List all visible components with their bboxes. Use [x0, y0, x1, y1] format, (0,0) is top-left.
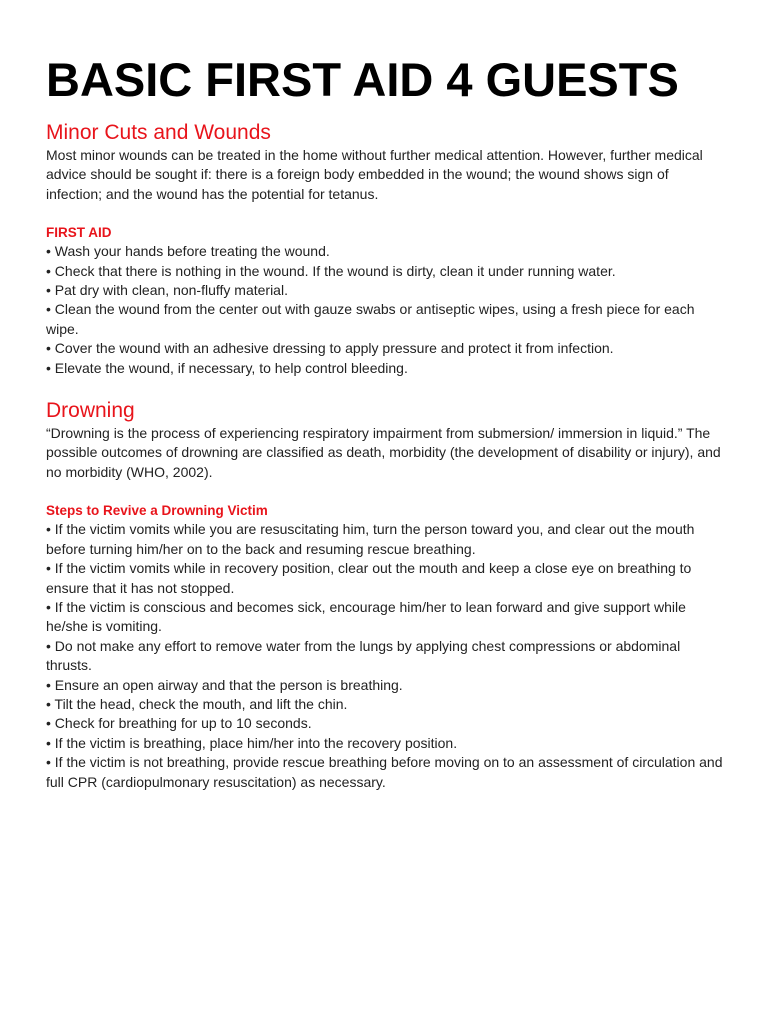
list-item: • Tilt the head, check the mouth, and lift the chin. — [46, 695, 348, 712]
section-heading-drowning: Drowning — [46, 399, 135, 423]
list-item: • Pat dry with clean, non-fluffy material. — [46, 282, 288, 299]
list-item: • Elevate the wound, if necessary, to help control bleeding. — [46, 359, 408, 376]
document-page — [46, 52, 724, 792]
list-item: • Ensure an open airway and that the person is breathing. — [46, 676, 403, 693]
subheading-revive-steps: Steps to Revive a Drowning Victim — [46, 503, 268, 519]
list-item: • Check for breathing for up to 10 seconds. — [46, 715, 312, 732]
list-item: • Wash your hands before treating the wound. — [46, 243, 330, 260]
section-heading-minor-cuts: Minor Cuts and Wounds — [46, 121, 271, 144]
revive-steps-list — [46, 520, 724, 792]
section-intro-drowning: “Drowning is the process of experiencing respiratory impairment from submersion/ immersion in liquid.” The possible outcomes of drowning are classified as death, morbidity (the development of disability or injury), and no morbidity (WHO, 2002). — [46, 425, 721, 480]
section-intro-minor-cuts: Most minor wounds can be treated in the home without further medical attention. However, further medical advice should be sought if: there is a foreign body embedded in the wound; the wound shows sign of infection; and the wound has the potential for tetanus. — [46, 147, 703, 202]
first-aid-list — [46, 242, 724, 378]
list-item: • If the victim is breathing, place him/her into the recovery position. — [46, 734, 458, 751]
list-item: • If the victim is conscious and becomes sick, encourage him/her to lean forward and give support while he/she is vomiting. — [46, 598, 686, 635]
list-item: • If the victim vomits while you are resuscitating him, turn the person toward you, and clear out the mouth before turning him/her on to the back and resuming rescue breathing. — [46, 521, 695, 557]
list-item: • Do not make any effort to remove water from the lungs by applying chest compressions or abdominal thrusts. — [46, 637, 681, 674]
subheading-first-aid: FIRST AID — [46, 225, 112, 241]
list-item: • If the victim is not breathing, provide rescue breathing before moving on to an assessment of circulation and full CPR (cardiopulmonary resuscitation) as necessary. — [46, 754, 723, 790]
list-item: • Clean the wound from the center out with gauze swabs or antiseptic wipes, using a fresh piece for each wipe. — [46, 301, 695, 337]
list-item: • If the victim vomits while in recovery position, clear out the mouth and keep a close eye on breathing to ensure that it has not stopped. — [46, 560, 692, 596]
page-title: BASIC FIRST AID 4 GUESTS — [46, 53, 679, 106]
list-item: • Cover the wound with an adhesive dressing to apply pressure and protect it from infection. — [46, 340, 614, 357]
list-item: • Check that there is nothing in the wound. If the wound is dirty, clean it under running water. — [46, 262, 616, 279]
